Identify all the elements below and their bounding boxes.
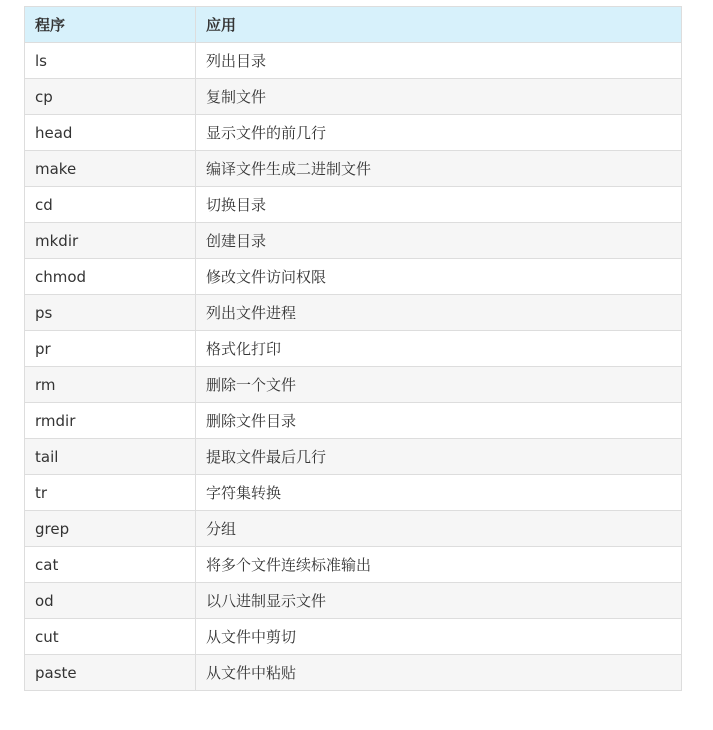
- table-row: [25, 475, 682, 511]
- program-cell: cat: [25, 547, 196, 583]
- program-cell: tr: [25, 475, 196, 511]
- application-cell: 创建目录: [196, 223, 682, 259]
- program-cell: grep: [25, 511, 196, 547]
- table-row: [25, 295, 682, 331]
- program-cell: chmod: [25, 259, 196, 295]
- application-cell: 复制文件: [196, 79, 682, 115]
- table-row: [25, 403, 682, 439]
- program-cell: tail: [25, 439, 196, 475]
- application-cell: 字符集转换: [196, 475, 682, 511]
- application-cell: 列出文件进程: [196, 295, 682, 331]
- table-row: [25, 187, 682, 223]
- program-cell: ls: [25, 43, 196, 79]
- program-cell: cut: [25, 619, 196, 655]
- program-cell: head: [25, 115, 196, 151]
- program-cell: cd: [25, 187, 196, 223]
- application-cell: 以八进制显示文件: [196, 583, 682, 619]
- table-row: [25, 115, 682, 151]
- header-application: 应用: [196, 7, 682, 43]
- table-row: [25, 547, 682, 583]
- program-cell: cp: [25, 79, 196, 115]
- application-cell: 将多个文件连续标准输出: [196, 547, 682, 583]
- table-row: [25, 331, 682, 367]
- table-row: [25, 511, 682, 547]
- table-row: [25, 583, 682, 619]
- table-row: [25, 79, 682, 115]
- application-cell: 编译文件生成二进制文件: [196, 151, 682, 187]
- command-table: [24, 6, 682, 691]
- application-cell: 修改文件访问权限: [196, 259, 682, 295]
- table-row: [25, 223, 682, 259]
- table-row: [25, 259, 682, 295]
- table-header: [25, 7, 682, 43]
- application-cell: 删除一个文件: [196, 367, 682, 403]
- table-row: [25, 655, 682, 691]
- application-cell: 分组: [196, 511, 682, 547]
- program-cell: pr: [25, 331, 196, 367]
- application-cell: 删除文件目录: [196, 403, 682, 439]
- application-cell: 切换目录: [196, 187, 682, 223]
- program-cell: rm: [25, 367, 196, 403]
- header-program: 程序: [25, 7, 196, 43]
- program-cell: mkdir: [25, 223, 196, 259]
- table-row: [25, 151, 682, 187]
- application-cell: 格式化打印: [196, 331, 682, 367]
- program-cell: make: [25, 151, 196, 187]
- program-cell: ps: [25, 295, 196, 331]
- application-cell: 从文件中粘贴: [196, 655, 682, 691]
- table-row: [25, 367, 682, 403]
- table-row: [25, 43, 682, 79]
- table-body: [25, 43, 682, 691]
- table-row: [25, 619, 682, 655]
- program-cell: od: [25, 583, 196, 619]
- program-cell: paste: [25, 655, 196, 691]
- table-row: [25, 439, 682, 475]
- application-cell: 从文件中剪切: [196, 619, 682, 655]
- program-cell: rmdir: [25, 403, 196, 439]
- header-row: [25, 7, 682, 43]
- application-cell: 列出目录: [196, 43, 682, 79]
- application-cell: 提取文件最后几行: [196, 439, 682, 475]
- application-cell: 显示文件的前几行: [196, 115, 682, 151]
